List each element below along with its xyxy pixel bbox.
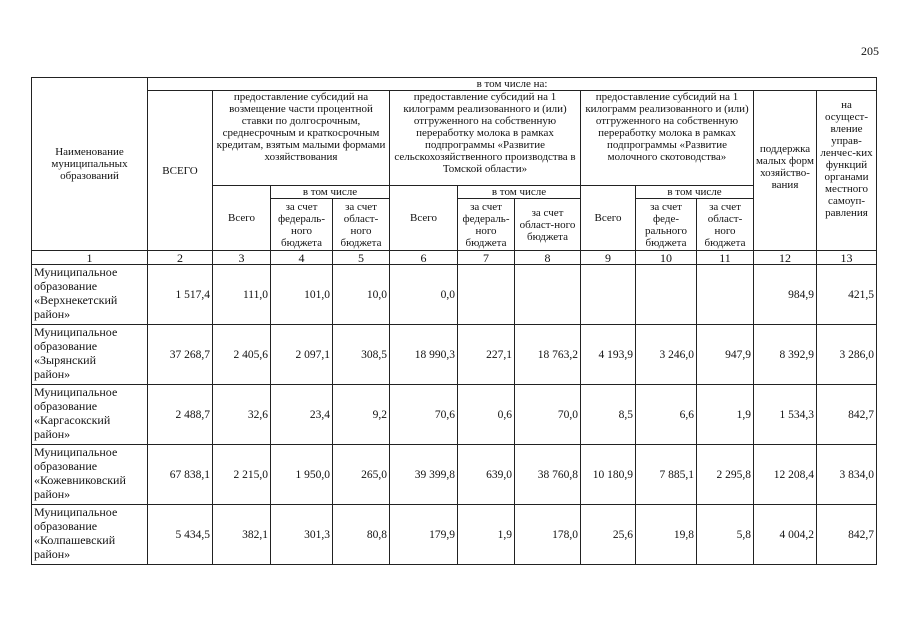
municipality-name-line: образование bbox=[34, 399, 98, 413]
table-cell: 38 760,8 bbox=[515, 445, 581, 505]
header-interest-subsidy: предоставление субсидий на возмещение части процентной ставки по долгосрочным, среднесрочным и краткосрочным кредитам, взятым малыми формами хозяйствования bbox=[213, 91, 390, 186]
table-row bbox=[32, 325, 877, 385]
municipality-name bbox=[32, 265, 148, 325]
table-cell: 2 405,6 bbox=[213, 325, 271, 385]
table-cell: 67 838,1 bbox=[148, 445, 213, 505]
municipality-name-line: «Верхнекетский bbox=[34, 293, 118, 307]
municipality-name-line: район» bbox=[34, 427, 71, 441]
table-cell bbox=[581, 265, 636, 325]
table-cell: 1 534,3 bbox=[754, 385, 817, 445]
municipality-name-line: район» bbox=[34, 307, 71, 321]
table-cell: 2 488,7 bbox=[148, 385, 213, 445]
table-cell: 227,1 bbox=[458, 325, 515, 385]
municipality-name-line: Муниципальное bbox=[34, 265, 118, 279]
municipality-name-line: образование bbox=[34, 459, 98, 473]
header-milk-subsidy-agri: предоставление субсидий на 1 килограмм реализованного и (или) отгруженного на собственную переработку молока в рамках подпрограммы «Развитие сельскохозяйственного производства в Томской области» bbox=[390, 91, 581, 186]
header-admin-functions: на осущест-вление управ-ленчес-ких функций органами местного самоуп-равления bbox=[817, 91, 877, 251]
header-including-3: в том числе bbox=[636, 186, 754, 199]
table-cell: 32,6 bbox=[213, 385, 271, 445]
table-cell: 9,2 bbox=[333, 385, 390, 445]
table-cell: 10,0 bbox=[333, 265, 390, 325]
table-cell: 19,8 bbox=[636, 505, 697, 565]
municipality-name-line: Муниципальное bbox=[34, 385, 118, 399]
table-cell bbox=[515, 265, 581, 325]
header-sub-total-3: Всего bbox=[581, 186, 636, 251]
table-cell: 70,6 bbox=[390, 385, 458, 445]
header-federal-3: за счет феде-рального бюджета bbox=[636, 199, 697, 251]
header-federal-2: за счет федераль-ного бюджета bbox=[458, 199, 515, 251]
table-row bbox=[32, 265, 877, 325]
column-number: 2 bbox=[148, 251, 213, 265]
table-cell: 1,9 bbox=[697, 385, 754, 445]
column-number: 13 bbox=[817, 251, 877, 265]
table-body bbox=[32, 78, 877, 565]
table-cell: 382,1 bbox=[213, 505, 271, 565]
header-municipality: Наименование муниципальных образований bbox=[32, 78, 148, 251]
table-cell bbox=[458, 265, 515, 325]
column-number: 11 bbox=[697, 251, 754, 265]
table-cell: 80,8 bbox=[333, 505, 390, 565]
header-including-2: в том числе bbox=[458, 186, 581, 199]
column-number: 12 bbox=[754, 251, 817, 265]
table-cell: 23,4 bbox=[271, 385, 333, 445]
table-cell: 1 950,0 bbox=[271, 445, 333, 505]
municipality-name-line: район» bbox=[34, 547, 71, 561]
table-cell: 8 392,9 bbox=[754, 325, 817, 385]
table-row bbox=[32, 445, 877, 505]
table-cell: 301,3 bbox=[271, 505, 333, 565]
table-cell: 8,5 bbox=[581, 385, 636, 445]
municipality-name-line: Муниципальное bbox=[34, 505, 118, 519]
table-row bbox=[32, 505, 877, 565]
table-cell: 5 434,5 bbox=[148, 505, 213, 565]
column-number: 8 bbox=[515, 251, 581, 265]
table-cell: 421,5 bbox=[817, 265, 877, 325]
table-cell: 6,6 bbox=[636, 385, 697, 445]
column-number: 7 bbox=[458, 251, 515, 265]
table-cell: 178,0 bbox=[515, 505, 581, 565]
column-number: 3 bbox=[213, 251, 271, 265]
table-cell: 12 208,4 bbox=[754, 445, 817, 505]
page-number: 205 bbox=[861, 44, 879, 58]
column-number: 5 bbox=[333, 251, 390, 265]
municipality-name-line: район» bbox=[34, 487, 71, 501]
header-sub-total-1: Всего bbox=[213, 186, 271, 251]
table-cell: 639,0 bbox=[458, 445, 515, 505]
municipality-name bbox=[32, 505, 148, 565]
table-cell: 984,9 bbox=[754, 265, 817, 325]
table-cell: 18 763,2 bbox=[515, 325, 581, 385]
header-sub-total-2: Всего bbox=[390, 186, 458, 251]
column-number: 9 bbox=[581, 251, 636, 265]
table-cell: 2 097,1 bbox=[271, 325, 333, 385]
table-cell: 25,6 bbox=[581, 505, 636, 565]
table-cell: 1 517,4 bbox=[148, 265, 213, 325]
municipality-name bbox=[32, 325, 148, 385]
table-cell: 39 399,8 bbox=[390, 445, 458, 505]
municipality-name-line: образование bbox=[34, 519, 98, 533]
table-cell: 3 246,0 bbox=[636, 325, 697, 385]
table-cell: 4 004,2 bbox=[754, 505, 817, 565]
table-cell: 0,6 bbox=[458, 385, 515, 445]
column-number: 4 bbox=[271, 251, 333, 265]
table-cell: 0,0 bbox=[390, 265, 458, 325]
table-cell: 4 193,9 bbox=[581, 325, 636, 385]
table-row bbox=[32, 385, 877, 445]
table-cell: 1,9 bbox=[458, 505, 515, 565]
table-cell bbox=[697, 265, 754, 325]
header-small-forms-support: поддержка малых форм хозяйство-вания bbox=[754, 91, 817, 251]
table-cell: 18 990,3 bbox=[390, 325, 458, 385]
table-cell: 70,0 bbox=[515, 385, 581, 445]
municipality-name-line: «Колпашевский bbox=[34, 533, 116, 547]
column-number: 6 bbox=[390, 251, 458, 265]
table-cell: 37 268,7 bbox=[148, 325, 213, 385]
column-number: 1 bbox=[32, 251, 148, 265]
header-including-1: в том числе bbox=[271, 186, 390, 199]
table-cell: 265,0 bbox=[333, 445, 390, 505]
column-number: 10 bbox=[636, 251, 697, 265]
municipality-name-line: «Зырянский bbox=[34, 353, 97, 367]
column-number-row bbox=[32, 251, 877, 265]
municipality-name-line: образование bbox=[34, 339, 98, 353]
municipality-name-line: Муниципальное bbox=[34, 445, 118, 459]
municipality-name-line: образование bbox=[34, 279, 98, 293]
table-cell: 842,7 bbox=[817, 385, 877, 445]
subsidy-table bbox=[31, 77, 877, 565]
table-cell: 5,8 bbox=[697, 505, 754, 565]
table-cell: 2 295,8 bbox=[697, 445, 754, 505]
header-federal-1: за счет федераль-ного бюджета bbox=[271, 199, 333, 251]
table-cell: 3 286,0 bbox=[817, 325, 877, 385]
header-regional-2: за счет област-ного бюджета bbox=[515, 199, 581, 251]
header-milk-subsidy-dairy: предоставление субсидий на 1 килограмм реализованного и (или) отгруженного на собственную переработку молока в рамках подпрограммы «Развитие молочного скотоводства» bbox=[581, 91, 754, 186]
municipality-name-line: Муниципальное bbox=[34, 325, 118, 339]
municipality-name bbox=[32, 445, 148, 505]
table-cell: 111,0 bbox=[213, 265, 271, 325]
municipality-name-line: район» bbox=[34, 367, 71, 381]
table-cell: 308,5 bbox=[333, 325, 390, 385]
header-total: ВСЕГО bbox=[148, 91, 213, 251]
municipality-name-line: «Каргасокский bbox=[34, 413, 111, 427]
table-cell bbox=[636, 265, 697, 325]
table-cell: 7 885,1 bbox=[636, 445, 697, 505]
header-regional-1: за счет област-ного бюджета bbox=[333, 199, 390, 251]
table-cell: 3 834,0 bbox=[817, 445, 877, 505]
table-cell: 842,7 bbox=[817, 505, 877, 565]
table-cell: 179,9 bbox=[390, 505, 458, 565]
table-cell: 947,9 bbox=[697, 325, 754, 385]
municipality-name-line: «Кожевниковский bbox=[34, 473, 126, 487]
municipality-name bbox=[32, 385, 148, 445]
table-cell: 2 215,0 bbox=[213, 445, 271, 505]
table-cell: 101,0 bbox=[271, 265, 333, 325]
header-regional-3: за счет област-ного бюджета bbox=[697, 199, 754, 251]
table-cell: 10 180,9 bbox=[581, 445, 636, 505]
header-including-on: в том числе на: bbox=[148, 78, 877, 91]
